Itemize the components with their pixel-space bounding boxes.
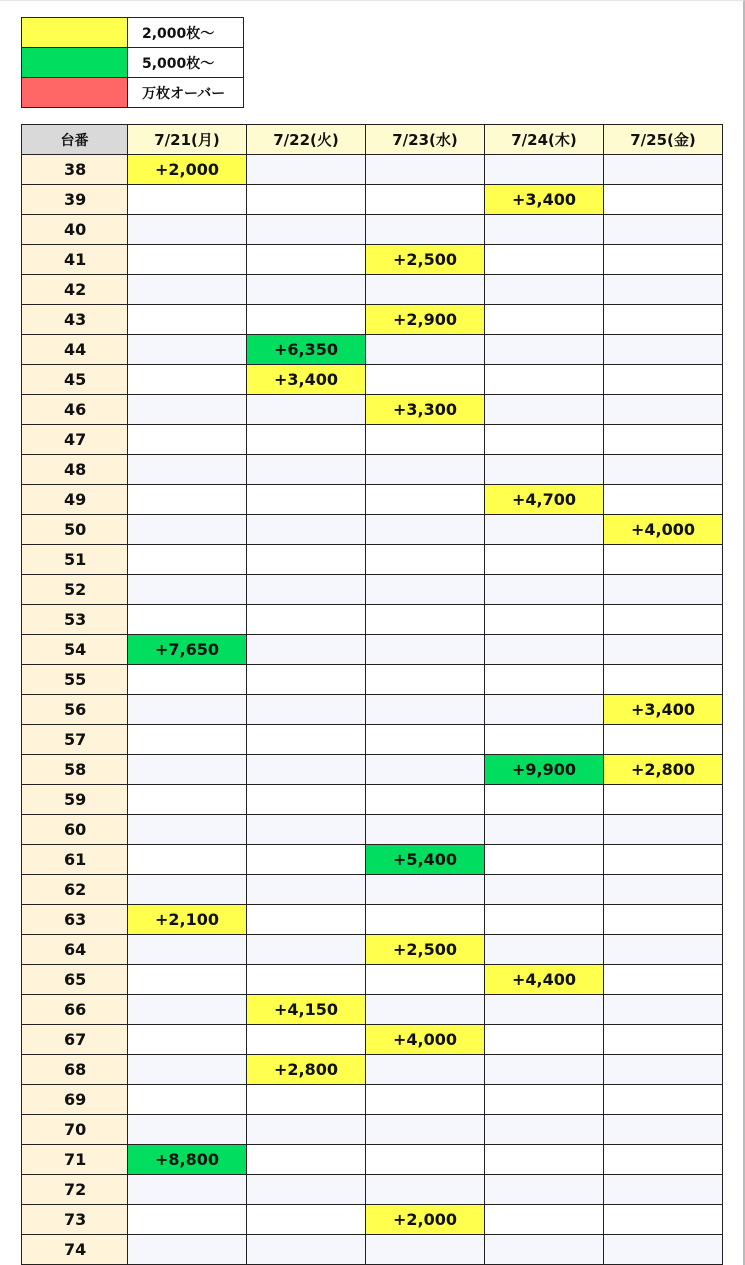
date-header: 7/23(水) (366, 125, 485, 155)
machine-number: 63 (22, 905, 128, 935)
empty-cell (485, 785, 604, 815)
machine-number: 54 (22, 635, 128, 665)
empty-cell (485, 575, 604, 605)
header-row (22, 125, 723, 155)
empty-cell (604, 1175, 723, 1205)
table-row (22, 995, 723, 1025)
empty-cell (247, 185, 366, 215)
machine-number: 59 (22, 785, 128, 815)
empty-cell (604, 1205, 723, 1235)
empty-cell (128, 1175, 247, 1205)
empty-cell (128, 725, 247, 755)
empty-cell (247, 965, 366, 995)
date-header: 7/25(金) (604, 125, 723, 155)
empty-cell (366, 605, 485, 635)
empty-cell (485, 275, 604, 305)
result-cell: +6,350 (247, 335, 366, 365)
empty-cell (247, 515, 366, 545)
table-row (22, 965, 723, 995)
empty-cell (128, 665, 247, 695)
result-cell: +3,400 (247, 365, 366, 395)
legend-label: 5,000枚～ (128, 48, 244, 78)
empty-cell (247, 785, 366, 815)
result-cell: +4,700 (485, 485, 604, 515)
empty-cell (366, 1115, 485, 1145)
empty-cell (604, 425, 723, 455)
empty-cell (604, 185, 723, 215)
empty-cell (485, 695, 604, 725)
result-cell: +4,400 (485, 965, 604, 995)
empty-cell (604, 1115, 723, 1145)
machine-number: 72 (22, 1175, 128, 1205)
empty-cell (128, 1115, 247, 1145)
empty-cell (128, 995, 247, 1025)
result-cell: +2,100 (128, 905, 247, 935)
machine-number: 56 (22, 695, 128, 725)
machine-number: 57 (22, 725, 128, 755)
machine-number: 58 (22, 755, 128, 785)
table-row (22, 635, 723, 665)
empty-cell (604, 875, 723, 905)
empty-cell (128, 575, 247, 605)
empty-cell (604, 365, 723, 395)
empty-cell (366, 365, 485, 395)
machine-number: 66 (22, 995, 128, 1025)
empty-cell (128, 215, 247, 245)
empty-cell (128, 485, 247, 515)
empty-cell (485, 1085, 604, 1115)
empty-cell (247, 1205, 366, 1235)
empty-cell (485, 995, 604, 1025)
empty-cell (366, 515, 485, 545)
empty-cell (247, 275, 366, 305)
empty-cell (128, 395, 247, 425)
empty-cell (485, 455, 604, 485)
table-row (22, 365, 723, 395)
empty-cell (366, 1085, 485, 1115)
empty-cell (485, 845, 604, 875)
empty-cell (128, 1085, 247, 1115)
empty-cell (485, 1175, 604, 1205)
result-cell: +2,500 (366, 935, 485, 965)
empty-cell (128, 335, 247, 365)
empty-cell (366, 1235, 485, 1265)
empty-cell (604, 815, 723, 845)
table-row (22, 785, 723, 815)
legend-row (22, 18, 244, 48)
empty-cell (247, 815, 366, 845)
table-row (22, 755, 723, 785)
results-table (21, 124, 723, 1265)
table-row (22, 395, 723, 425)
result-cell: +9,900 (485, 755, 604, 785)
empty-cell (128, 245, 247, 275)
empty-cell (247, 395, 366, 425)
table-row (22, 245, 723, 275)
empty-cell (485, 1145, 604, 1175)
empty-cell (485, 1235, 604, 1265)
empty-cell (485, 515, 604, 545)
result-cell: +4,000 (366, 1025, 485, 1055)
empty-cell (366, 1055, 485, 1085)
empty-cell (247, 1025, 366, 1055)
result-cell: +3,400 (485, 185, 604, 215)
empty-cell (604, 305, 723, 335)
table-row (22, 665, 723, 695)
empty-cell (366, 875, 485, 905)
result-cell: +8,800 (128, 1145, 247, 1175)
empty-cell (604, 335, 723, 365)
machine-number: 69 (22, 1085, 128, 1115)
machine-number-header: 台番 (22, 125, 128, 155)
empty-cell (604, 395, 723, 425)
empty-cell (485, 395, 604, 425)
legend-swatch-red (22, 78, 128, 108)
machine-number: 55 (22, 665, 128, 695)
legend-row (22, 48, 244, 78)
empty-cell (366, 425, 485, 455)
empty-cell (366, 545, 485, 575)
empty-cell (128, 875, 247, 905)
table-row (22, 845, 723, 875)
empty-cell (366, 455, 485, 485)
empty-cell (128, 965, 247, 995)
machine-number: 74 (22, 1235, 128, 1265)
empty-cell (128, 935, 247, 965)
empty-cell (604, 215, 723, 245)
machine-number: 50 (22, 515, 128, 545)
machine-number: 48 (22, 455, 128, 485)
empty-cell (604, 275, 723, 305)
empty-cell (366, 215, 485, 245)
empty-cell (485, 815, 604, 845)
table-row (22, 185, 723, 215)
result-cell: +2,800 (247, 1055, 366, 1085)
empty-cell (247, 755, 366, 785)
empty-cell (366, 995, 485, 1025)
empty-cell (604, 665, 723, 695)
empty-cell (366, 185, 485, 215)
empty-cell (604, 545, 723, 575)
table-row (22, 215, 723, 245)
empty-cell (128, 785, 247, 815)
empty-cell (128, 545, 247, 575)
result-cell: +4,000 (604, 515, 723, 545)
empty-cell (366, 815, 485, 845)
empty-cell (604, 1145, 723, 1175)
empty-cell (128, 365, 247, 395)
empty-cell (128, 1055, 247, 1085)
empty-cell (485, 335, 604, 365)
machine-number: 67 (22, 1025, 128, 1055)
machine-number: 61 (22, 845, 128, 875)
legend-row (22, 78, 244, 108)
empty-cell (604, 1235, 723, 1265)
legend-swatch-green (22, 48, 128, 78)
result-cell: +2,000 (128, 155, 247, 185)
table-row (22, 725, 723, 755)
table-row (22, 425, 723, 455)
table-row (22, 905, 723, 935)
empty-cell (247, 545, 366, 575)
empty-cell (128, 1235, 247, 1265)
machine-number: 45 (22, 365, 128, 395)
empty-cell (604, 485, 723, 515)
empty-cell (485, 305, 604, 335)
empty-cell (485, 1055, 604, 1085)
table-row (22, 275, 723, 305)
table-row (22, 815, 723, 845)
empty-cell (366, 1145, 485, 1175)
table-row (22, 515, 723, 545)
empty-cell (604, 905, 723, 935)
empty-cell (604, 965, 723, 995)
empty-cell (247, 665, 366, 695)
empty-cell (247, 725, 366, 755)
empty-cell (247, 875, 366, 905)
empty-cell (128, 515, 247, 545)
empty-cell (604, 1055, 723, 1085)
machine-number: 43 (22, 305, 128, 335)
empty-cell (128, 425, 247, 455)
empty-cell (366, 635, 485, 665)
table-row (22, 575, 723, 605)
empty-cell (366, 335, 485, 365)
table-row (22, 1055, 723, 1085)
empty-cell (128, 455, 247, 485)
empty-cell (604, 725, 723, 755)
result-cell: +2,000 (366, 1205, 485, 1235)
empty-cell (247, 1085, 366, 1115)
result-cell: +5,400 (366, 845, 485, 875)
table-row (22, 695, 723, 725)
date-header: 7/21(月) (128, 125, 247, 155)
result-cell: +2,500 (366, 245, 485, 275)
table-row (22, 1145, 723, 1175)
empty-cell (128, 1025, 247, 1055)
table-row (22, 605, 723, 635)
empty-cell (247, 935, 366, 965)
machine-number: 46 (22, 395, 128, 425)
table-row (22, 1085, 723, 1115)
empty-cell (366, 725, 485, 755)
empty-cell (247, 575, 366, 605)
machine-number: 44 (22, 335, 128, 365)
empty-cell (128, 815, 247, 845)
empty-cell (604, 1085, 723, 1115)
empty-cell (604, 845, 723, 875)
empty-cell (485, 155, 604, 185)
empty-cell (485, 365, 604, 395)
color-legend (21, 17, 244, 108)
machine-number: 47 (22, 425, 128, 455)
empty-cell (485, 905, 604, 935)
empty-cell (485, 665, 604, 695)
empty-cell (128, 275, 247, 305)
empty-cell (128, 695, 247, 725)
machine-number: 40 (22, 215, 128, 245)
empty-cell (247, 455, 366, 485)
machine-number: 73 (22, 1205, 128, 1235)
empty-cell (604, 995, 723, 1025)
empty-cell (247, 155, 366, 185)
empty-cell (247, 635, 366, 665)
machine-number: 42 (22, 275, 128, 305)
empty-cell (604, 575, 723, 605)
empty-cell (485, 875, 604, 905)
empty-cell (366, 155, 485, 185)
empty-cell (366, 485, 485, 515)
empty-cell (366, 1175, 485, 1205)
empty-cell (247, 695, 366, 725)
empty-cell (604, 1025, 723, 1055)
empty-cell (485, 935, 604, 965)
machine-number: 51 (22, 545, 128, 575)
table-row (22, 1235, 723, 1265)
table-row (22, 875, 723, 905)
machine-number: 49 (22, 485, 128, 515)
table-row (22, 1175, 723, 1205)
legend-label: 2,000枚～ (128, 18, 244, 48)
table-row (22, 545, 723, 575)
empty-cell (366, 905, 485, 935)
table-row (22, 1115, 723, 1145)
empty-cell (366, 965, 485, 995)
empty-cell (128, 185, 247, 215)
empty-cell (485, 1025, 604, 1055)
machine-number: 53 (22, 605, 128, 635)
empty-cell (485, 1115, 604, 1145)
table-row (22, 335, 723, 365)
empty-cell (485, 1205, 604, 1235)
machine-number: 38 (22, 155, 128, 185)
empty-cell (247, 1115, 366, 1145)
legend-swatch-yellow (22, 18, 128, 48)
empty-cell (247, 1235, 366, 1265)
result-cell: +3,300 (366, 395, 485, 425)
result-cell: +4,150 (247, 995, 366, 1025)
empty-cell (485, 215, 604, 245)
table-row (22, 155, 723, 185)
table-row (22, 1205, 723, 1235)
empty-cell (366, 755, 485, 785)
machine-number: 52 (22, 575, 128, 605)
empty-cell (604, 635, 723, 665)
table-row (22, 305, 723, 335)
empty-cell (485, 605, 604, 635)
machine-number: 62 (22, 875, 128, 905)
machine-number: 71 (22, 1145, 128, 1175)
result-cell: +7,650 (128, 635, 247, 665)
empty-cell (485, 725, 604, 755)
machine-number: 70 (22, 1115, 128, 1145)
empty-cell (485, 245, 604, 275)
table-row (22, 1025, 723, 1055)
empty-cell (366, 785, 485, 815)
legend-label: 万枚オーバー (128, 78, 244, 108)
machine-number: 68 (22, 1055, 128, 1085)
empty-cell (366, 575, 485, 605)
empty-cell (604, 245, 723, 275)
empty-cell (247, 485, 366, 515)
machine-number: 64 (22, 935, 128, 965)
empty-cell (128, 845, 247, 875)
result-cell: +2,800 (604, 755, 723, 785)
machine-number: 60 (22, 815, 128, 845)
empty-cell (485, 425, 604, 455)
result-cell: +3,400 (604, 695, 723, 725)
empty-cell (247, 905, 366, 935)
date-header: 7/24(木) (485, 125, 604, 155)
empty-cell (485, 545, 604, 575)
empty-cell (247, 245, 366, 275)
empty-cell (604, 605, 723, 635)
table-row (22, 485, 723, 515)
empty-cell (247, 215, 366, 245)
empty-cell (247, 425, 366, 455)
empty-cell (604, 785, 723, 815)
empty-cell (604, 935, 723, 965)
result-cell: +2,900 (366, 305, 485, 335)
empty-cell (247, 1145, 366, 1175)
empty-cell (128, 605, 247, 635)
empty-cell (247, 845, 366, 875)
empty-cell (366, 695, 485, 725)
empty-cell (604, 155, 723, 185)
table-row (22, 455, 723, 485)
empty-cell (604, 455, 723, 485)
empty-cell (247, 1175, 366, 1205)
empty-cell (247, 605, 366, 635)
empty-cell (128, 305, 247, 335)
table-row (22, 935, 723, 965)
machine-number: 65 (22, 965, 128, 995)
empty-cell (485, 635, 604, 665)
empty-cell (366, 275, 485, 305)
date-header: 7/22(火) (247, 125, 366, 155)
empty-cell (128, 755, 247, 785)
empty-cell (247, 305, 366, 335)
machine-number: 39 (22, 185, 128, 215)
empty-cell (128, 1205, 247, 1235)
machine-number: 41 (22, 245, 128, 275)
empty-cell (366, 665, 485, 695)
